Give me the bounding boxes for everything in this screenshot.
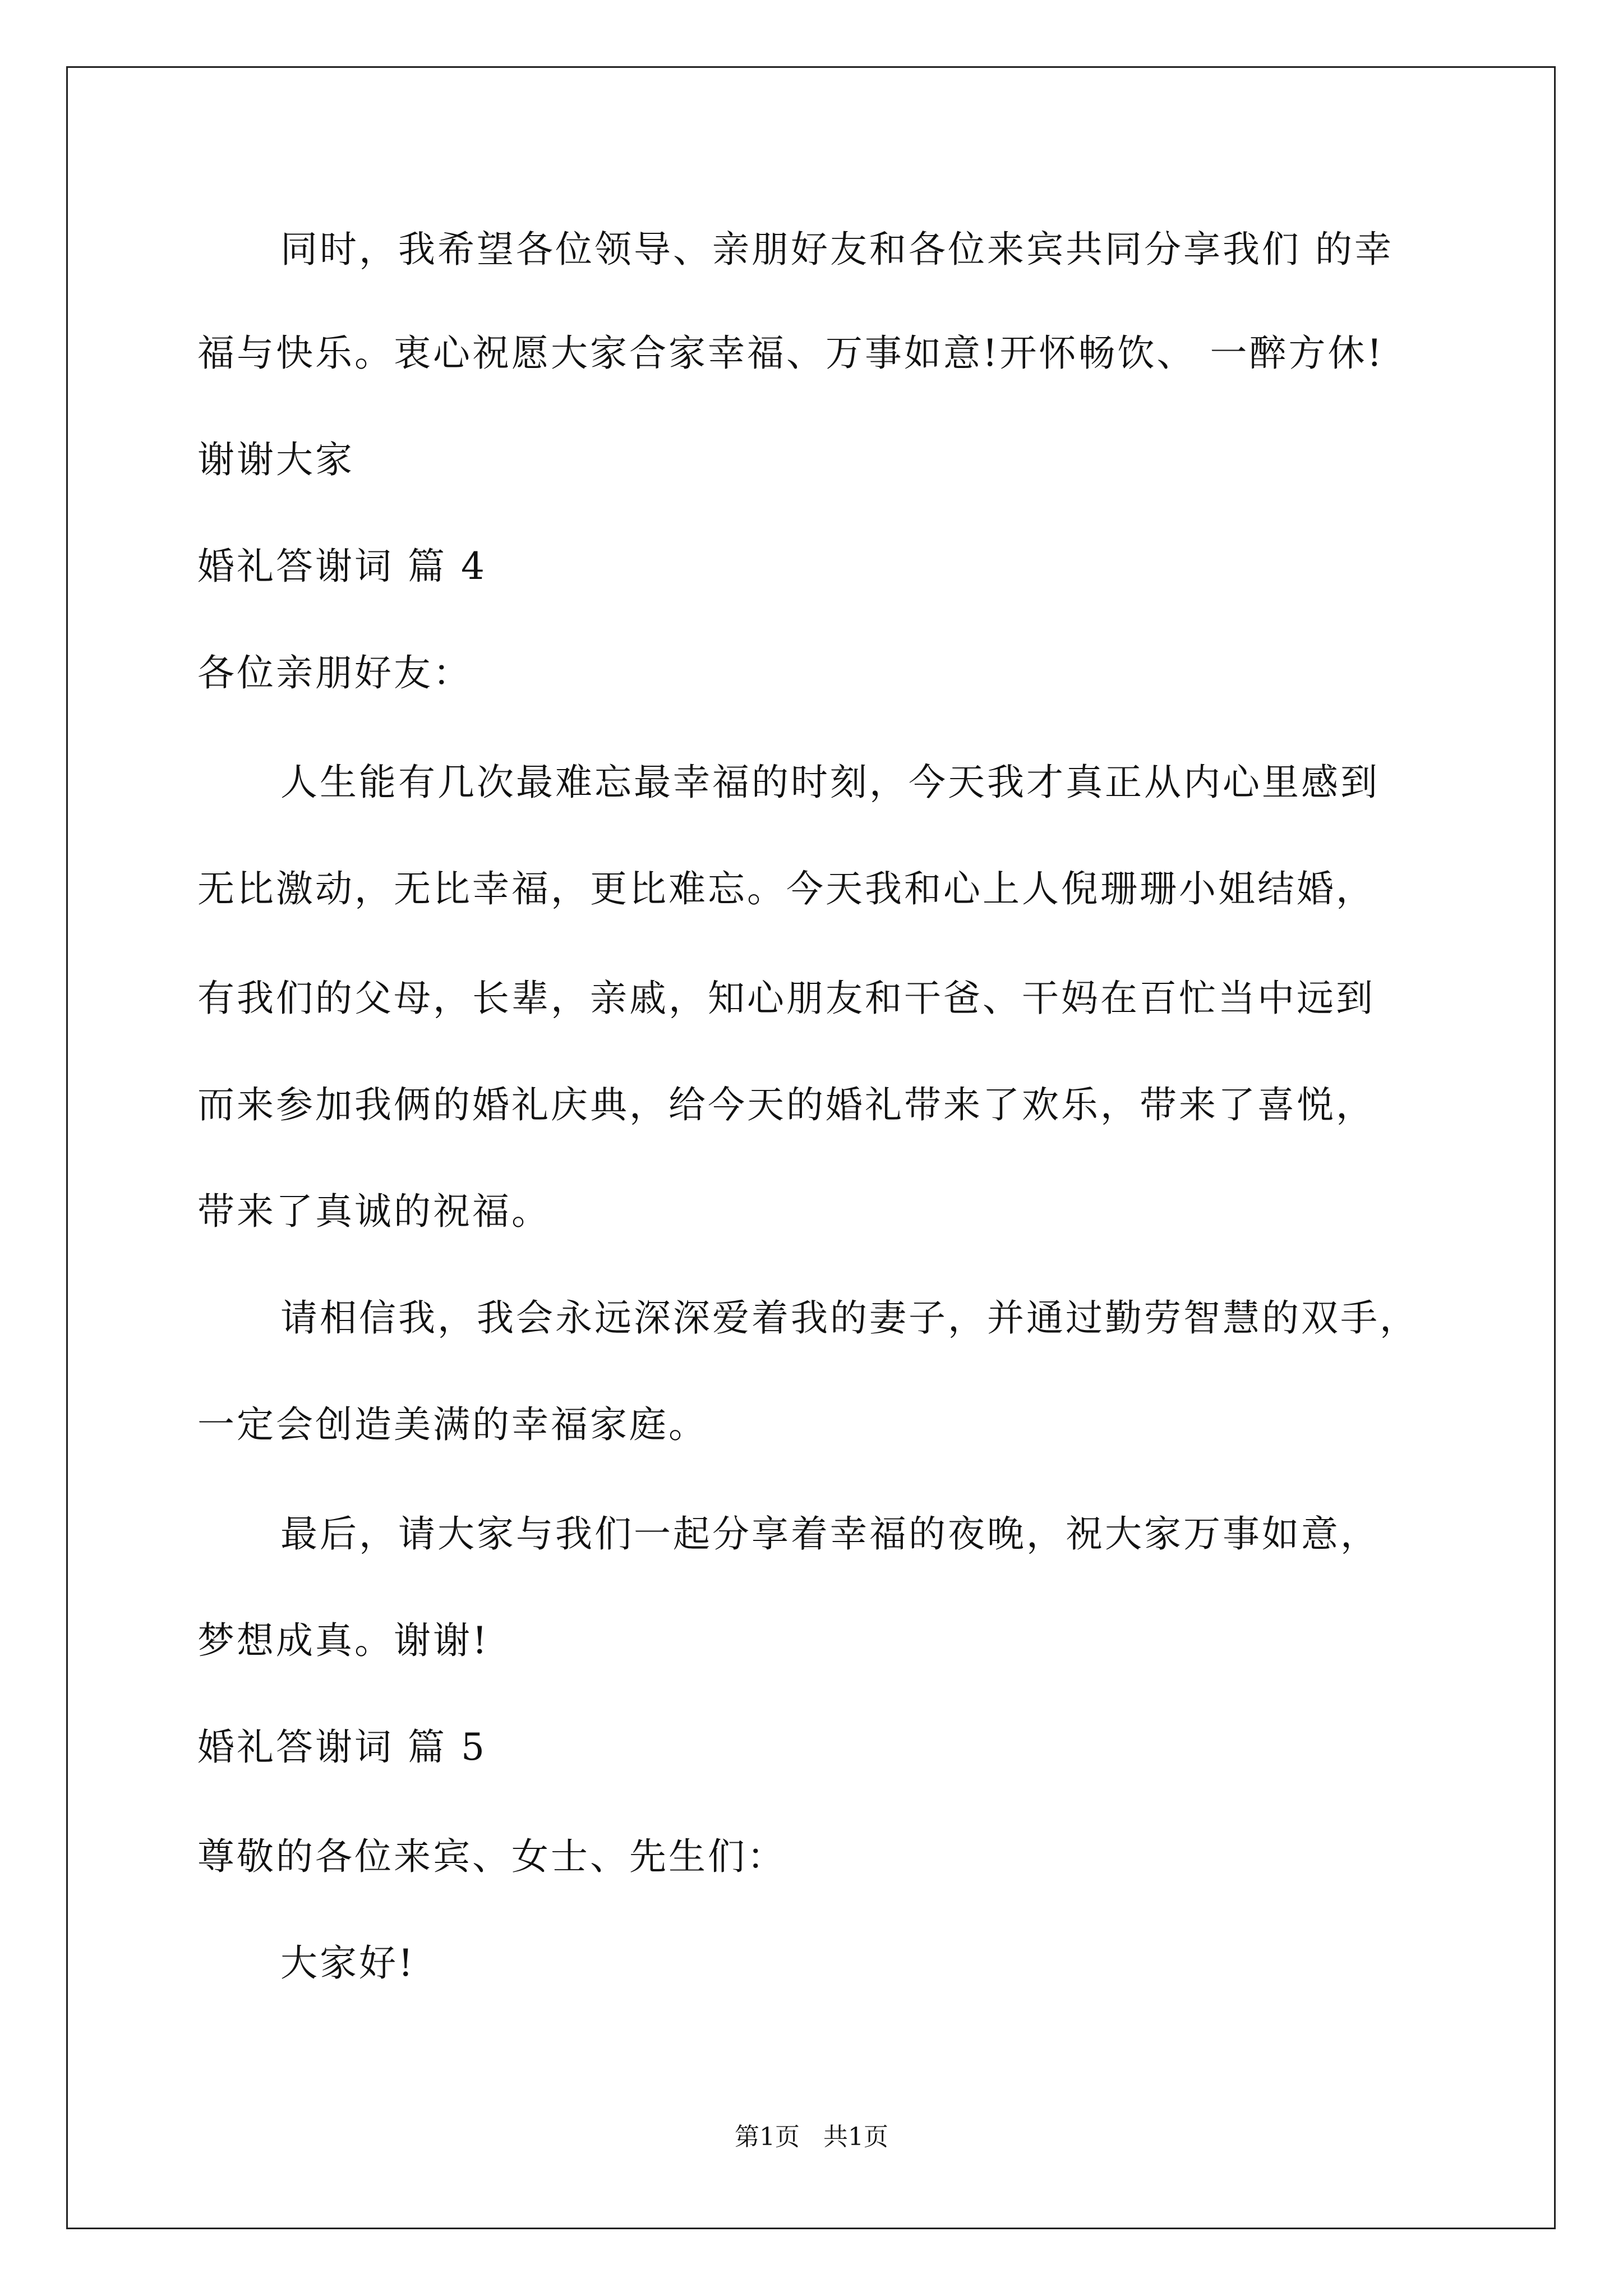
- paragraph-line: 谢谢大家: [197, 438, 354, 481]
- salutation: 各位亲朋好友：: [197, 651, 472, 694]
- page-footer: 第1页 共1页: [735, 2123, 888, 2151]
- paragraph-line: 请相信我，我会永远深深爱着我的妻子，并通过勤劳智慧的双手，: [280, 1296, 1419, 1340]
- paragraph-line: 同时，我希望各位领导、亲朋好友和各位来宾共同分享我们 的幸: [280, 228, 1394, 271]
- paragraph-line: 而来参加我俩的婚礼庆典，给今天的婚礼带来了欢乐，带来了喜悦，: [197, 1083, 1375, 1126]
- section-heading: 婚礼答谢词 篇 4: [197, 545, 487, 588]
- paragraph-line: 梦想成真。谢谢!: [197, 1619, 490, 1662]
- paragraph-line: 大家好!: [280, 1941, 416, 1985]
- paragraph-line: 有我们的父母，长辈，亲戚，知心朋友和干爸、干妈在百忙当中远到: [197, 977, 1375, 1020]
- paragraph-line: 无比激动，无比幸福，更比难忘。今天我和心上人倪珊珊小姐结婚，: [197, 867, 1375, 910]
- paragraph-line: 人生能有几次最难忘最幸福的时刻，今天我才真正从内心里感到: [280, 761, 1380, 804]
- paragraph-line: 福与快乐。衷心祝愿大家合家幸福、万事如意!开怀畅饮、 一醉方休!: [197, 332, 1385, 375]
- salutation: 尊敬的各位来宾、女士、先生们：: [197, 1835, 786, 1878]
- section-heading: 婚礼答谢词 篇 5: [197, 1726, 487, 1769]
- paragraph-line: 带来了真诚的祝福。: [197, 1190, 551, 1233]
- page-border: [66, 66, 1556, 2229]
- paragraph-line: 最后，请大家与我们一起分享着幸福的夜晚，祝大家万事如意，: [280, 1512, 1380, 1556]
- paragraph-line: 一定会创造美满的幸福家庭。: [197, 1403, 708, 1446]
